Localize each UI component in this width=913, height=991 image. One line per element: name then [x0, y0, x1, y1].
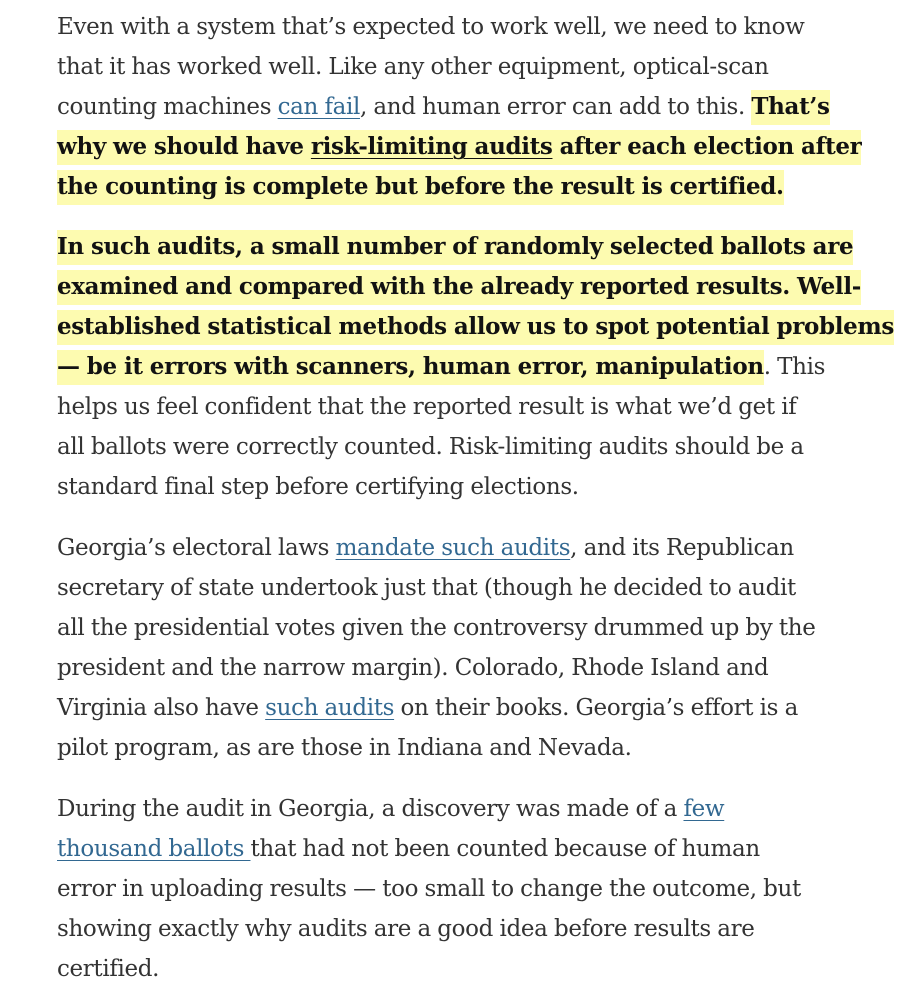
text-run: , and its Republican — [570, 535, 794, 561]
link-mandate-such-audits[interactable]: mandate such audits — [335, 535, 571, 561]
text-line: certified. — [57, 956, 160, 982]
text-run: after each election after — [552, 133, 862, 160]
text-line: showing exactly why audits are a good idea before results are — [57, 916, 755, 942]
highlighted-text: In such audits, a small number of randomly selected ballots are — [57, 230, 853, 265]
text-line — [57, 227, 857, 267]
paragraph-1 — [57, 7, 862, 207]
paragraph-3 — [57, 528, 872, 768]
text-line: pilot program, as are those in Indiana and Nevada. — [57, 735, 632, 761]
text-run: Georgia’s electoral laws — [57, 535, 336, 561]
text-line — [57, 167, 857, 207]
text-line: all the presidential votes given the controversy drummed up by the — [57, 615, 816, 641]
text-run: , and human error can add to this. — [359, 94, 752, 120]
text-line: president and the narrow margin). Colorado, Rhode Island and — [57, 655, 769, 681]
link-few-thousand-ballots[interactable]: few — [683, 796, 725, 822]
link-can-fail[interactable]: can fail — [277, 94, 360, 120]
text-line: Even with a system that’s expected to work well, we need to know — [57, 14, 805, 40]
text-line — [57, 267, 861, 307]
text-run: . This — [763, 354, 826, 380]
text-line — [57, 347, 857, 387]
highlighted-text: — be it errors with scanners, human error, manipulation — [57, 350, 764, 385]
text-line — [57, 307, 894, 347]
text-line: that it has worked well. Like any other equipment, optical-scan — [57, 54, 769, 80]
text-run: counting machines — [57, 94, 278, 120]
link-such-audits[interactable]: such audits — [265, 695, 395, 721]
text-run: that had not been counted because of human — [250, 836, 760, 862]
text-run: on their books. Georgia’s effort is a — [394, 695, 798, 721]
paragraph-2 — [57, 227, 894, 507]
highlighted-text: examined and compared with the already reported results. Well- — [57, 270, 861, 305]
text-line: all ballots were correctly counted. Risk-limiting audits should be a — [57, 434, 804, 460]
text-line: standard final step before certifying elections. — [57, 474, 579, 500]
link-risk-limiting-audits[interactable]: risk-limiting audits — [310, 133, 553, 160]
highlighted-text: the counting is complete but before the result is certified. — [57, 170, 784, 205]
text-line — [57, 829, 857, 869]
text-line — [57, 688, 872, 728]
text-line — [57, 528, 872, 568]
highlighted-text: That’s — [751, 90, 829, 125]
text-line: secretary of state undertook just that (though he decided to audit — [57, 575, 796, 601]
paragraph-4 — [57, 789, 857, 989]
text-run: During the audit in Georgia, a discovery was made of a — [57, 796, 684, 822]
highlighted-text — [57, 130, 861, 165]
text-line — [57, 127, 862, 167]
link-few-thousand-ballots[interactable]: thousand ballots — [57, 836, 251, 862]
highlighted-text: established statistical methods allow us to spot potential problems — [57, 310, 894, 345]
text-run: Virginia also have — [57, 695, 266, 721]
text-line: helps us feel confident that the reported result is what we’d get if — [57, 394, 797, 420]
text-line — [57, 87, 857, 127]
text-line: error in uploading results — too small to change the outcome, but — [57, 876, 801, 902]
text-line — [57, 789, 857, 829]
text-run: why we should have — [57, 133, 311, 160]
